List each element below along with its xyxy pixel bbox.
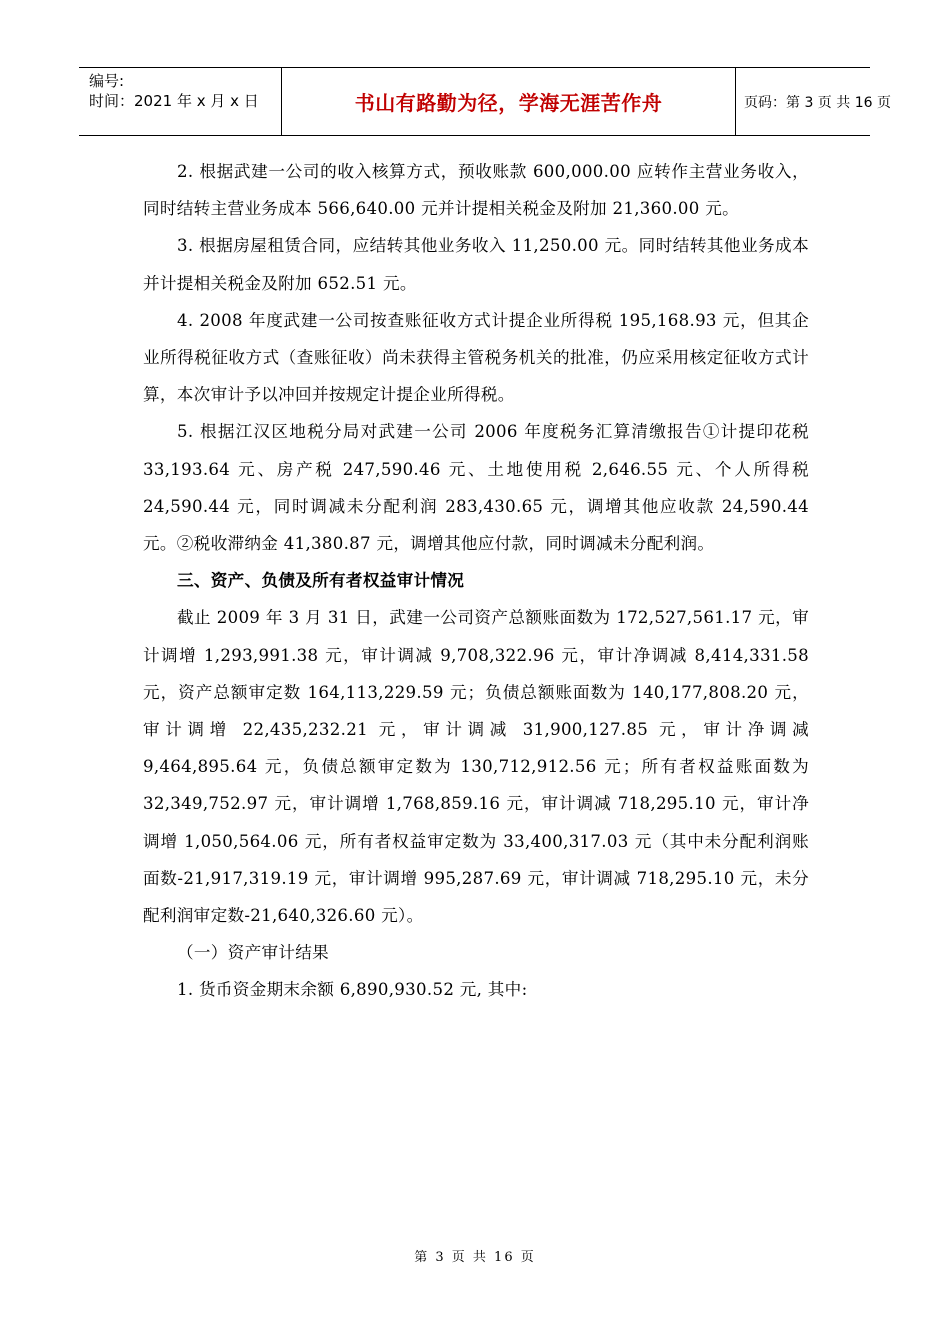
- page-header: [79, 67, 891, 136]
- summary-paragraph: 截止 2009 年 3 月 31 日，武建一公司资产总额账面数为 172,527,561.17 元，审计调增 1,293,991.38 元，审计调减 9,708,322.96 元，审计净调减 8,414,331.58 元，资产总额审定数 164,113,229.59 元；负债总额账面数为 140,177,808.20 元，审计调增 22,435,232.21 元，审计调减 31,900,127.85 元，审计净调减 9,464,895.64 元，负债总额审定数为 130,712,912.56 元；所有者权益账面数为 32,349,752.97 元，审计调增 1,768,859.16 元，审计调减 718,295.10 元，审计净调增 1,050,564.06 元，所有者权益审定数为 33,400,317.03 元（其中未分配利润账面数-21,917,319.19 元，审计调增 995,287.69 元，审计调减 718,295.10 元，未分配利润审定数-21,640,326.60 元）。: [143, 608, 809, 926]
- header-motto-cell: [281, 68, 736, 135]
- date-line: 时间：2021 年 x 月 x 日: [89, 92, 259, 110]
- section-heading: 三、资产、负债及所有者权益审计情况: [177, 570, 465, 591]
- motto: 书山有路勤为径，学海无涯苦作舟: [354, 91, 663, 115]
- page-footer: 第 3 页 共 16 页: [414, 1250, 536, 1265]
- paragraph-item-5: 5. 根据江汉区地税分局对武建一公司 2006 年度税务汇算清缴报告①计提印花税 33,193.64 元、房产税 247,590.46 元、土地使用税 2,646.55 元、个人所得税 24,590.44 元，同时调减未分配利润 283,430.65 元，调增其他应收款 24,590.44 元。②税收滞纳金 41,380.87 元，调增其他应付款，同时调减未分配利润。: [143, 422, 809, 554]
- paragraph-item-2: 2. 根据武建一公司的收入核算方式，预收账款 600,000.00 应转作主营业务收入，同时结转主营业务成本 566,640.00 元并计提相关税金及附加 21,360.00 元。: [143, 162, 809, 219]
- document-body: [143, 153, 809, 1009]
- number-label: 编号:: [89, 72, 125, 90]
- paragraph-item-3: 3. 根据房屋租赁合同，应结转其他业务收入 11,250.00 元。同时结转其他业务成本并计提相关税金及附加 652.51 元。: [143, 236, 809, 293]
- header-page-cell: [736, 68, 891, 135]
- paragraph-item-4: 4. 2008 年度武建一公司按查账征收方式计提企业所得税 195,168.93 元，但其企业所得税征收方式（查账征收）尚未获得主管税务机关的批准，仍应采用核定征收方式计算，本次审计予以冲回并按规定计提企业所得税。: [143, 310, 809, 405]
- subsection-heading: （一）资产审计结果: [177, 943, 330, 963]
- header-meta: [79, 68, 281, 135]
- cash-paragraph: 1. 货币资金期末余额 6,890,930.52 元, 其中:: [177, 980, 528, 1000]
- page-info: 页码：第 3 页 共 16 页: [744, 94, 891, 111]
